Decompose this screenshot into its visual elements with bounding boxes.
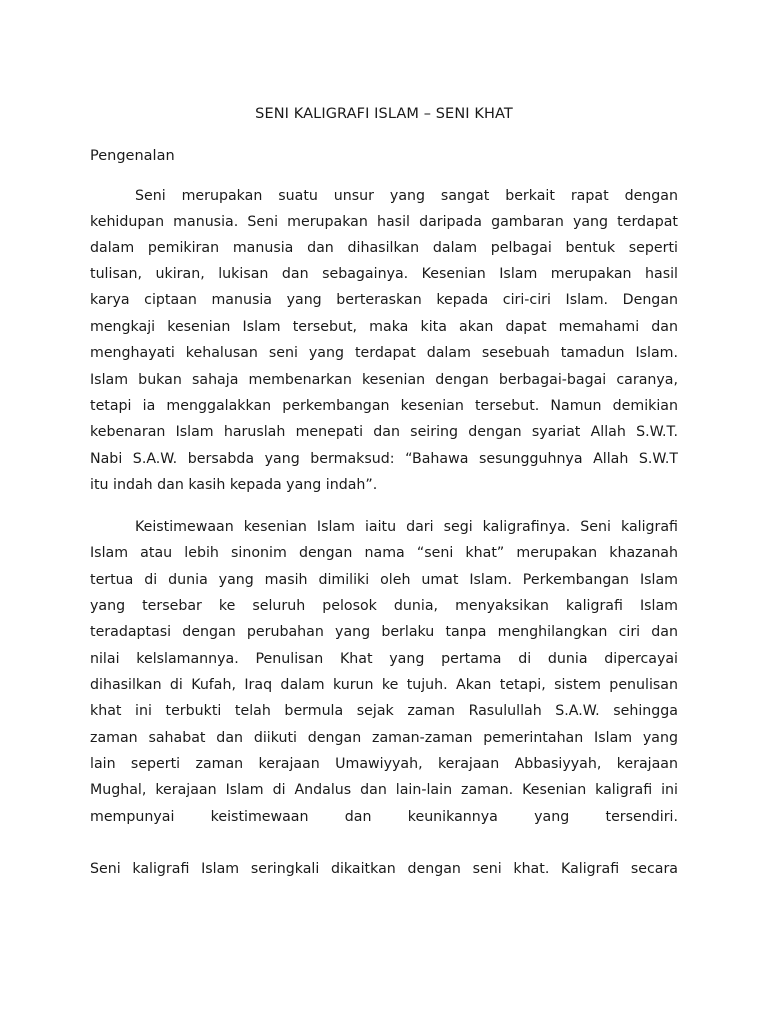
text-line: tulisan, ukiran, lukisan dan sebagainya. Kesenian Islam merupakan hasil xyxy=(90,266,678,282)
text-line: zaman sahabat dan diikuti dengan zaman-zaman pemerintahan Islam yang xyxy=(90,730,678,746)
text-line: Mughal, kerajaan Islam di Andalus dan lain-lain zaman. Kesenian kaligrafi ini xyxy=(90,782,678,798)
text-line: lain seperti zaman kerajaan Umawiyyah, kerajaan Abbasiyyah, kerajaan xyxy=(90,756,678,772)
text-line: karya ciptaan manusia yang berteraskan kepada ciri-ciri Islam. Dengan xyxy=(90,292,678,308)
text-line: itu indah dan kasih kepada yang indah”. xyxy=(90,477,378,493)
text-line: mengkaji kesenian Islam tersebut, maka kita akan dapat memahami dan xyxy=(90,319,678,335)
section-heading: Pengenalan xyxy=(90,148,175,164)
text-line: kebenaran Islam haruslah menepati dan seiring dengan syariat Allah S.W.T. xyxy=(90,424,678,440)
text-line: dihasilkan di Kufah, Iraq dalam kurun ke tujuh. Akan tetapi, sistem penulisan xyxy=(90,677,678,693)
text-line: Islam atau lebih sinonim dengan nama “seni khat” merupakan khazanah xyxy=(90,545,678,561)
document-title: SENI KALIGRAFI ISLAM – SENI KHAT xyxy=(255,106,513,122)
text-line: mempunyai keistimewaan dan keunikannya yang tersendiri. xyxy=(90,809,678,825)
text-line: nilai kelslamannya. Penulisan Khat yang pertama di dunia dipercayai xyxy=(90,651,678,667)
text-line: menghayati kehalusan seni yang terdapat dalam sesebuah tamadun Islam. xyxy=(90,345,678,361)
text-line: Seni merupakan suatu unsur yang sangat berkait rapat dengan xyxy=(135,188,678,204)
text-line: Seni kaligrafi Islam seringkali dikaitkan dengan seni khat. Kaligrafi secara xyxy=(90,861,678,877)
text-line: dalam pemikiran manusia dan dihasilkan dalam pelbagai bentuk seperti xyxy=(90,240,678,256)
text-line: Islam bukan sahaja membenarkan kesenian dengan berbagai-bagai caranya, xyxy=(90,372,678,388)
text-line: tertua di dunia yang masih dimiliki oleh umat Islam. Perkembangan Islam xyxy=(90,572,678,588)
text-line: khat ini terbukti telah bermula sejak zaman Rasulullah S.A.W. sehingga xyxy=(90,703,678,719)
text-line: Nabi S.A.W. bersabda yang bermaksud: “Bahawa sesungguhnya Allah S.W.T xyxy=(90,451,678,467)
text-line: yang tersebar ke seluruh pelosok dunia, menyaksikan kaligrafi Islam xyxy=(90,598,678,614)
text-line: Keistimewaan kesenian Islam iaitu dari segi kaligrafinya. Seni kaligrafi xyxy=(135,519,678,535)
text-line: teradaptasi dengan perubahan yang berlaku tanpa menghilangkan ciri dan xyxy=(90,624,678,640)
text-line: kehidupan manusia. Seni merupakan hasil daripada gambaran yang terdapat xyxy=(90,214,678,230)
text-line: tetapi ia menggalakkan perkembangan kesenian tersebut. Namun demikian xyxy=(90,398,678,414)
